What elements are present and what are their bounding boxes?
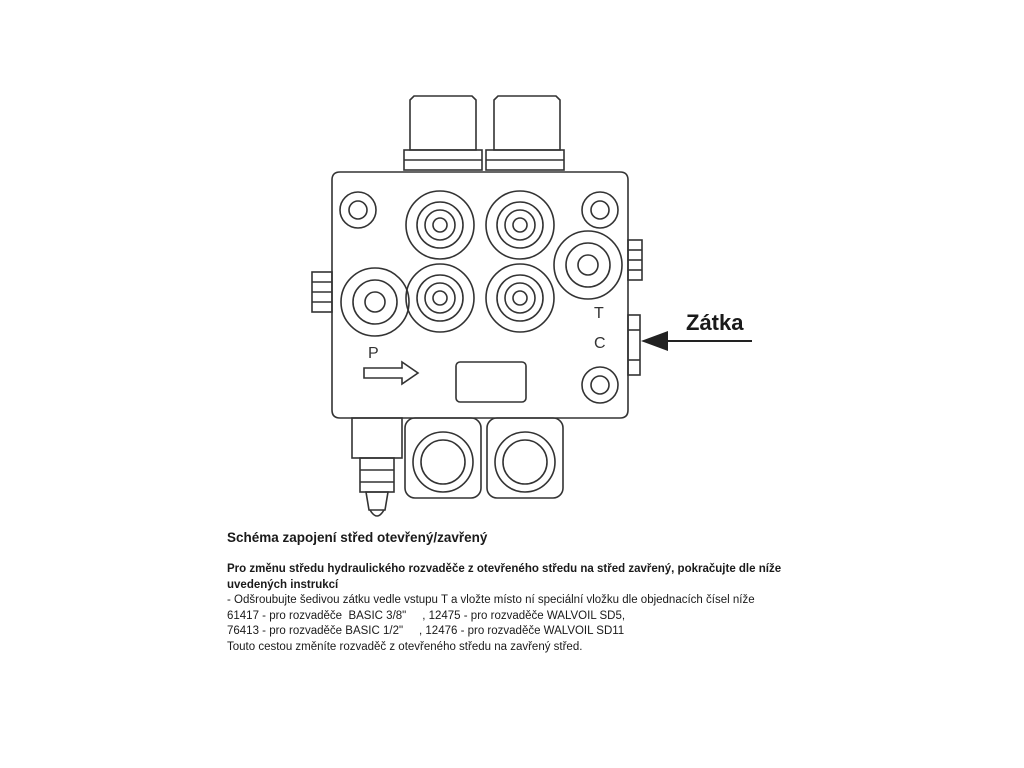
zatka-callout-label: Zátka [686, 310, 744, 335]
mounting-hole-top-left [340, 192, 376, 228]
instruction-line: - Odšroubujte šedivou zátku vedle vstupu T a vložte místo ní speciální vložku dle objednacích čísel níže [227, 594, 755, 606]
port-a1 [406, 191, 474, 259]
instruction-line: 61417 - pro rozvaděče BASIC 3/8" , 12475 - pro rozvaděče WALVOIL SD5, [227, 609, 626, 622]
port-label-c: C [594, 335, 606, 352]
zatka-plug [628, 315, 640, 375]
page-heading: Schéma zapojení střed otevřený/zavřený [227, 530, 488, 545]
mounting-hole-top-right [582, 192, 618, 228]
instruction-line: 76413 - pro rozvaděče BASIC 1/2" , 12476 - pro rozvaděče WALVOIL SD11 [227, 625, 625, 637]
instruction-line: Touto cestou změníte rozvaděč z otevřeného středu na zavřený střed. [227, 640, 583, 653]
mounting-hole-bottom-right [582, 367, 618, 403]
left-side-plug [312, 272, 332, 312]
bottom-spool-left [405, 418, 481, 498]
instructions [227, 562, 787, 655]
top-handle-left [404, 96, 482, 170]
port-label-t: T [594, 305, 604, 322]
port-b2 [486, 264, 554, 332]
relief-valve [352, 418, 402, 516]
bottom-spool-right [487, 418, 563, 498]
port-a2 [486, 191, 554, 259]
port-p [341, 268, 409, 336]
port-b1 [406, 264, 474, 332]
intro-paragraph: Pro změnu středu hydraulického rozvaděče z otevřeného středu na střed zavřený, pokračujte dle níže uvedených instrukcí [227, 563, 782, 591]
flow-direction-arrow [364, 362, 418, 384]
port-t [554, 231, 622, 299]
hydraulic-valve-diagram [290, 80, 770, 530]
top-handle-right [486, 96, 564, 170]
nameplate [456, 362, 526, 402]
right-side-plug [628, 240, 642, 280]
port-label-p: P [368, 345, 379, 362]
